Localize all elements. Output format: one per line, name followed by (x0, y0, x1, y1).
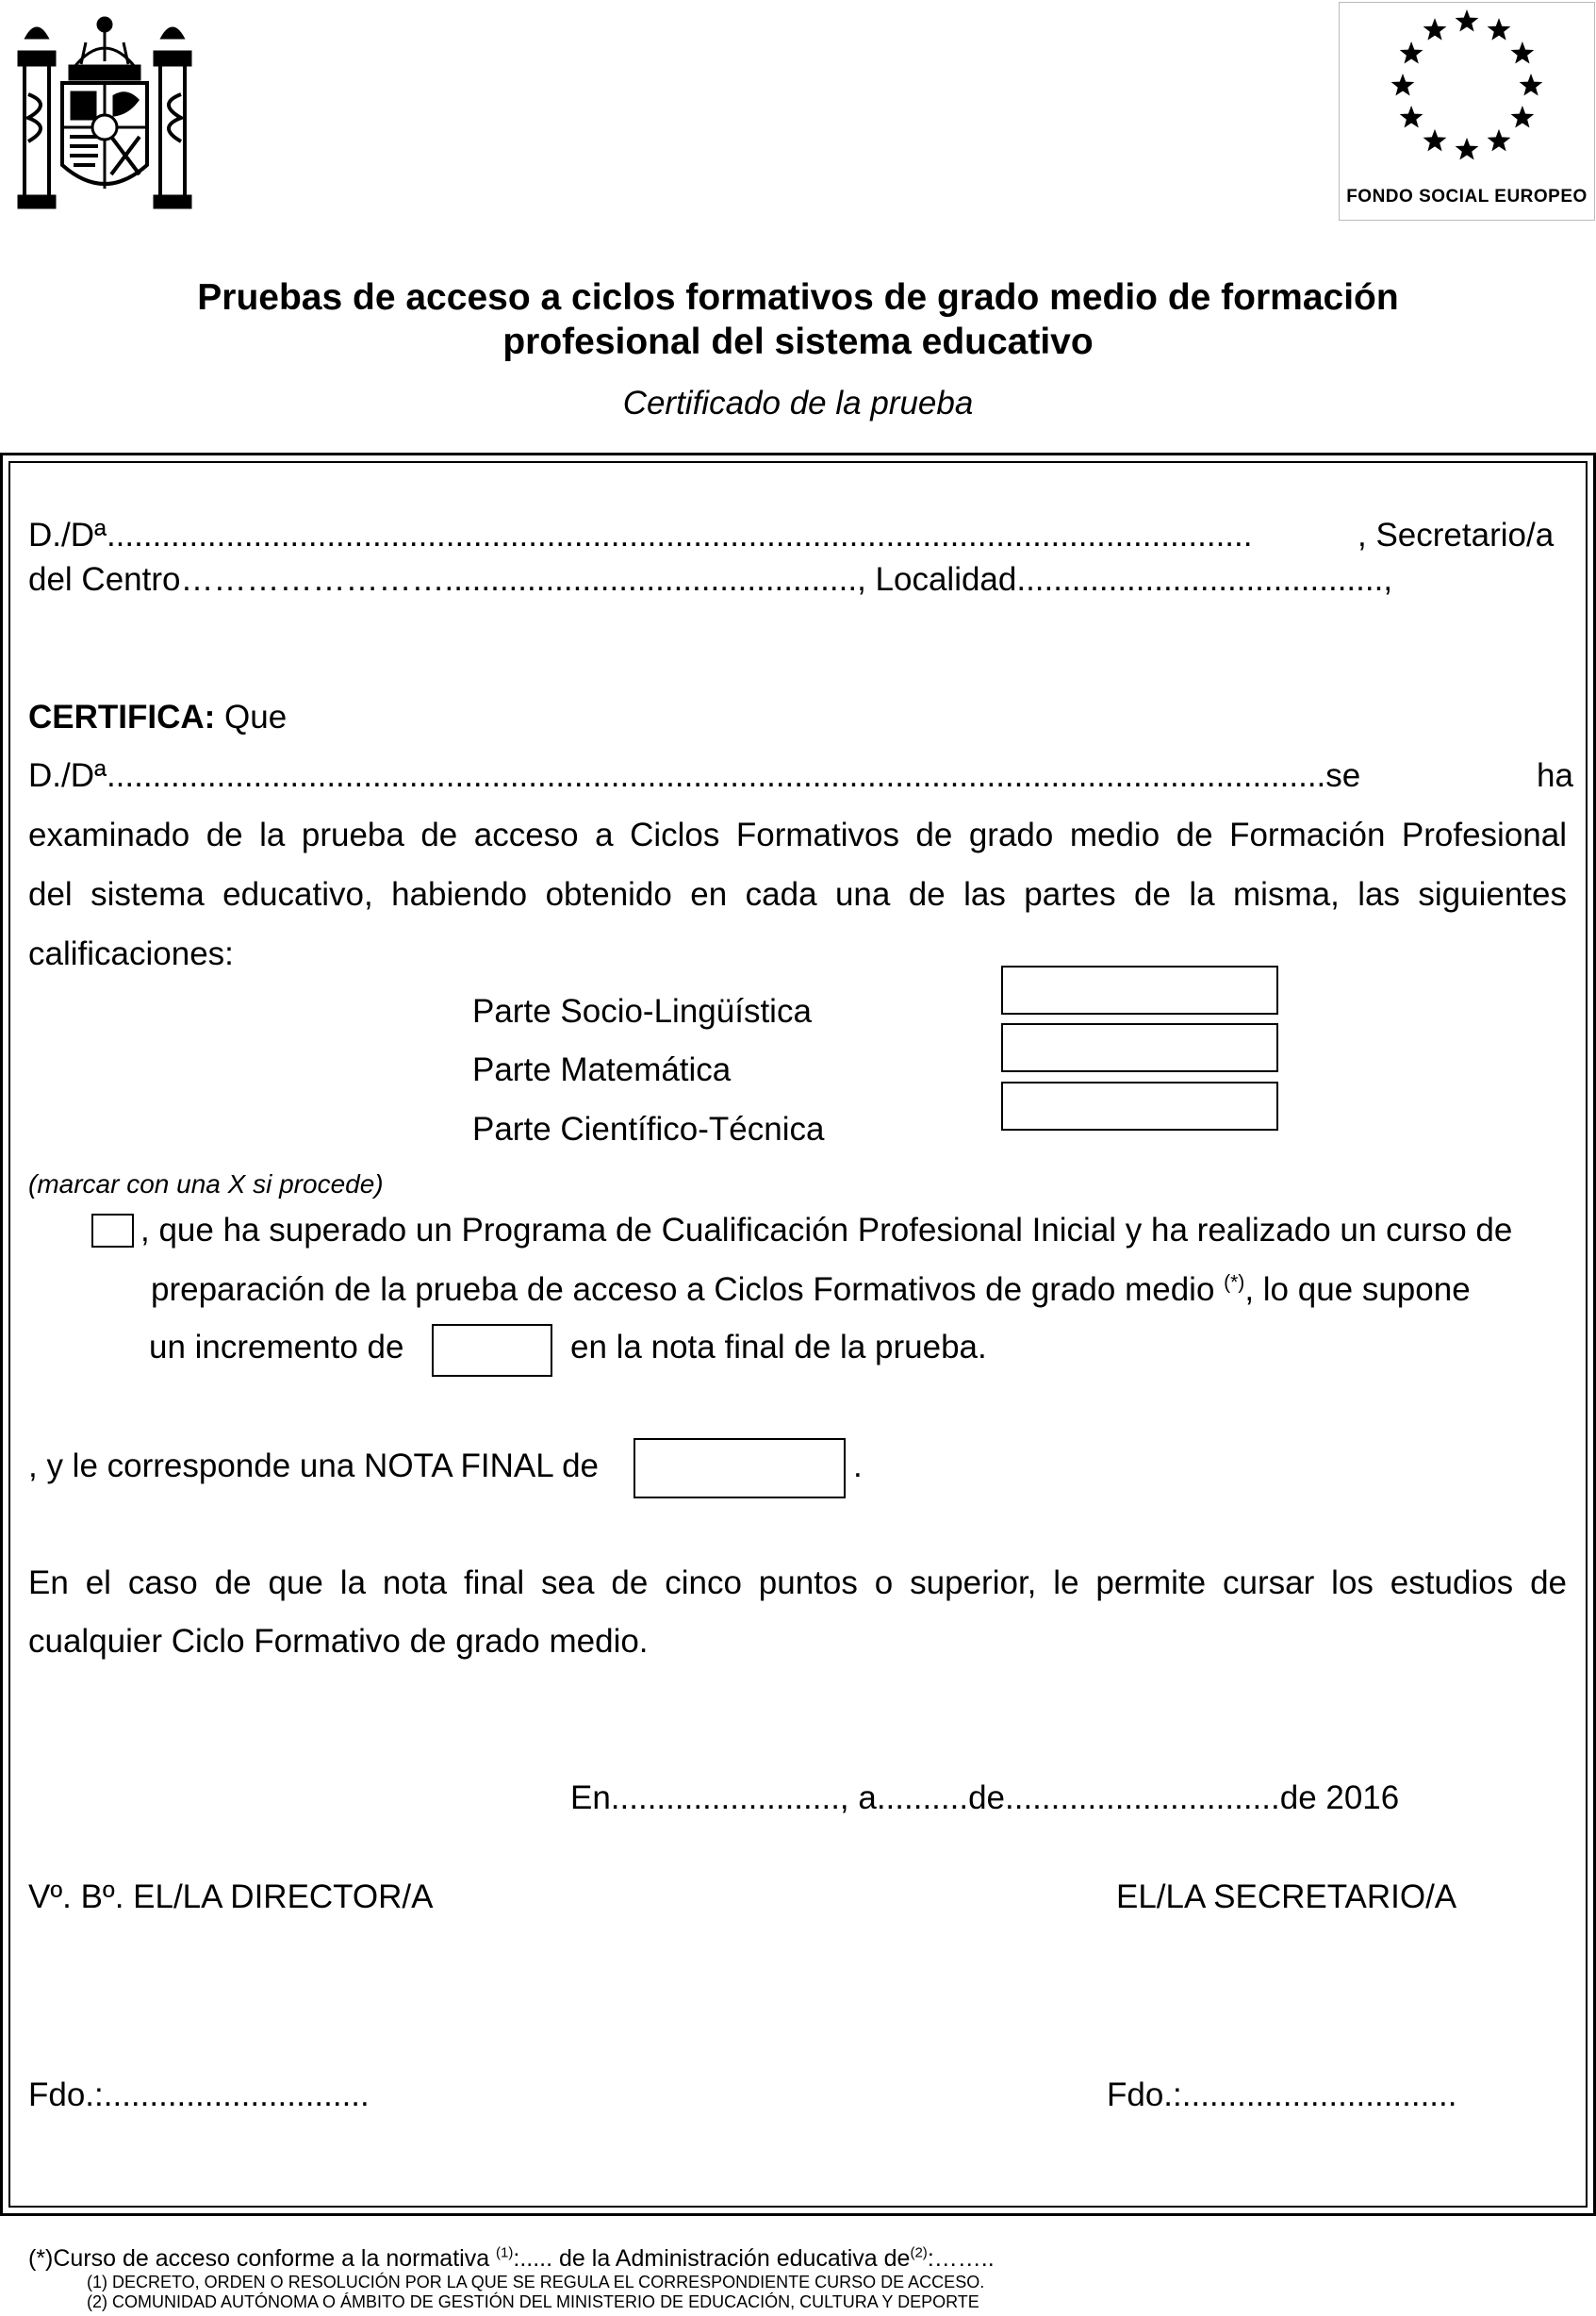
spain-coat-of-arms-icon (15, 9, 194, 211)
footnote-note-2: (2) COMUNIDAD AUTÓNOMA O ÁMBITO DE GESTIÓN DEL MINISTERIO DE EDUCACIÓN, CULTURA Y DEPORTE (87, 2292, 979, 2311)
grade-box-matematica[interactable] (1001, 1023, 1278, 1072)
pcpi-text-line2-b: , lo que supone (1244, 1271, 1471, 1308)
eu-stars-circle-icon (1340, 3, 1594, 182)
part-label-matematica: Parte Matemática (472, 1051, 732, 1088)
pcpi-asterisk-ref: (*) (1224, 1271, 1245, 1294)
student-name-line: D./Dª.....................................................................................................................................se (28, 757, 1361, 794)
footnote-main-a: (*)Curso de acceso conforme a la normativa (28, 2245, 497, 2272)
eu-star-icon (1511, 106, 1535, 128)
pcpi-checkbox[interactable] (91, 1214, 134, 1248)
page-subtitle: Certificado de la prueba (622, 385, 974, 422)
secretary-role-label: , Secretario/a (1357, 517, 1555, 554)
eu-star-icon (1520, 74, 1543, 96)
certifica-text-line2: examinado de la prueba de acceso a Ciclos Formativos de grado medio de Formación Profesional (28, 817, 1567, 853)
pcpi-text-line2-a: preparación de la prueba de acceso a Ciclos Formativos de grado medio (151, 1271, 1225, 1308)
final-grade-period: . (853, 1448, 863, 1484)
certifica-text-line3: del sistema educativo, habiendo obtenido en cada una de las partes de la misma, las siguientes (28, 876, 1567, 913)
eu-star-icon (1456, 138, 1479, 160)
pcpi-text-line2 (151, 1271, 1471, 1309)
director-signature-line: Fdo.:............................. (28, 2076, 370, 2113)
eu-star-icon (1488, 18, 1511, 40)
footnote-ref-2: (2) (910, 2244, 928, 2261)
footnote-main (28, 2244, 995, 2273)
eu-star-icon (1400, 106, 1423, 128)
footnote-ref-1: (1) (496, 2244, 514, 2261)
secretario-label: EL/LA SECRETARIO/A (1116, 1878, 1457, 1915)
eu-logo (1339, 2, 1595, 221)
eu-logo-text: FONDO SOCIAL EUROPEO (1346, 187, 1588, 207)
final-grade-label: , y le corresponde una NOTA FINAL de (28, 1448, 600, 1484)
certifica-que: Que (215, 699, 288, 736)
final-grade-box[interactable] (633, 1438, 846, 1498)
pcpi-increment-suffix: en la nota final de la prueba. (570, 1329, 987, 1365)
eu-star-icon (1488, 129, 1511, 152)
eu-star-icon (1400, 41, 1423, 64)
footnote-main-b: :..... de la Administración educativa de (513, 2245, 911, 2272)
certifica-heading (28, 699, 287, 736)
secretary-name-line: D./Dª............................................................................................................................. (28, 517, 1253, 554)
certifica-text-line4: calificaciones: (28, 935, 234, 972)
grade-box-socio-linguistica[interactable] (1001, 966, 1278, 1015)
secretary-signature-line: Fdo.:.............................. (1107, 2076, 1457, 2113)
pcpi-text-line1: , que ha superado un Programa de Cualificación Profesional Inicial y ha realizado un curso de (140, 1212, 1513, 1249)
page-title-line2: profesional del sistema educativo (502, 322, 1094, 362)
footnote-note-1: (1) DECRETO, ORDEN O RESOLUCIÓN POR LA QUE SE REGULA EL CORRESPONDIENTE CURSO DE ACCESO. (87, 2273, 985, 2291)
caso-text-line2: cualquier Ciclo Formativo de grado medio. (28, 1623, 649, 1660)
page-title-line1: Pruebas de acceso a ciclos formativos de grado medio de formación (197, 277, 1399, 318)
eu-star-icon (1391, 74, 1415, 96)
certifica-label: CERTIFICA: (28, 699, 216, 736)
eu-star-icon (1456, 9, 1479, 32)
part-label-cientifico-tecnica: Parte Científico-Técnica (472, 1111, 825, 1148)
grade-box-cientifico-tecnica[interactable] (1001, 1082, 1278, 1131)
centre-locality-line: del Centro……………………............................................., Localidad........................................, (28, 561, 1393, 598)
eu-star-icon (1423, 129, 1447, 152)
caso-text-line1: En el caso de que la nota final sea de cinco puntos o superior, le permite cursar los estudios de (28, 1564, 1567, 1601)
increment-box[interactable] (432, 1324, 552, 1377)
pcpi-increment-label: un incremento de (149, 1329, 404, 1365)
eu-star-icon (1423, 18, 1447, 40)
eu-star-icon (1511, 41, 1535, 64)
place-date-line: En........................., a..........de..............................de 2016 (570, 1779, 1400, 1816)
footnote-main-c: :…….. (927, 2245, 995, 2272)
mark-instruction-note: (marcar con una X si procede) (28, 1169, 384, 1199)
student-name-line-end: ha (1537, 757, 1573, 794)
part-label-socio-linguistica: Parte Socio-Lingüística (472, 993, 812, 1030)
director-label: Vº. Bº. EL/LA DIRECTOR/A (28, 1878, 434, 1915)
